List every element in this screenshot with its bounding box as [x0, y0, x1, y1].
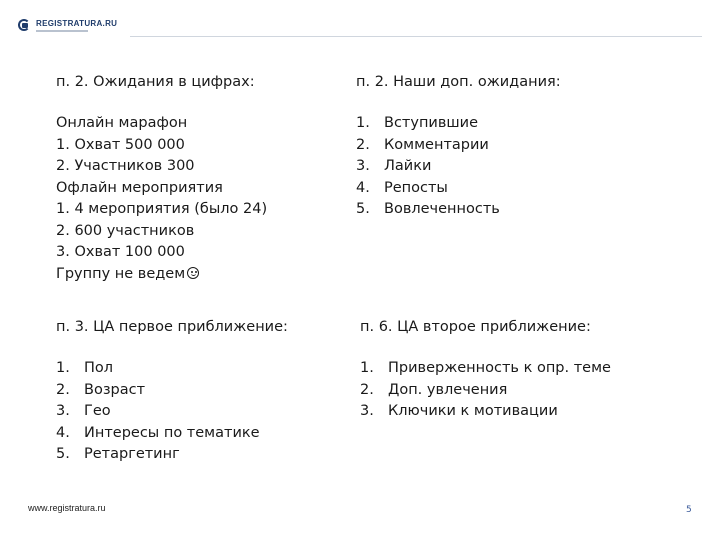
expectations-numbers-heading: п. 2. Ожидания в цифрах:	[56, 74, 255, 90]
smiley-icon	[187, 267, 199, 279]
list-text: Доп. увлечения	[388, 381, 508, 398]
logo-icon	[18, 18, 32, 32]
list-text: Приверженность к опр. теме	[388, 360, 611, 376]
list-item	[56, 423, 260, 445]
audience-first-list	[56, 358, 260, 466]
list-text: Ретаргетинг	[84, 446, 180, 462]
list-text: Гео	[84, 403, 111, 419]
audience-second-heading: п. 6. ЦА второе приближение:	[360, 319, 591, 335]
list-item	[56, 358, 260, 380]
list-number: 3.	[356, 158, 370, 174]
company-logo	[18, 18, 117, 32]
audience-second-list	[360, 358, 611, 423]
list-item	[356, 199, 500, 221]
list-number: 5.	[356, 201, 370, 217]
list-item	[356, 135, 500, 157]
footer-url[interactable]: www.registratura.ru	[28, 503, 106, 513]
list-item	[356, 156, 500, 178]
list-number: 4.	[356, 179, 370, 196]
list-number: 5.	[56, 446, 70, 462]
text-line: 2. Участников 300	[56, 158, 195, 174]
logo-tagline-bar	[36, 30, 88, 32]
list-item	[56, 401, 260, 423]
additional-expectations-list	[356, 113, 500, 221]
list-text: Репосты	[384, 179, 448, 196]
list-text: Возраст	[84, 381, 146, 398]
list-item	[360, 380, 611, 402]
logo-name: REGISTRATURA.RU	[36, 18, 118, 28]
text-line: Офлайн мероприятия	[56, 179, 223, 196]
list-number: 2.	[56, 381, 70, 398]
list-text: Лайки	[384, 158, 432, 174]
header-divider	[130, 36, 702, 37]
list-number: 3.	[56, 403, 70, 419]
list-number: 1.	[56, 360, 70, 376]
additional-expectations-heading: п. 2. Наши доп. ожидания:	[356, 74, 561, 90]
list-item	[56, 380, 260, 402]
list-number: 4.	[56, 424, 70, 441]
list-number: 2.	[360, 381, 374, 398]
text-line: 1. 4 мероприятия (было 24)	[56, 201, 268, 217]
list-text: Интересы по тематике	[84, 424, 260, 441]
list-number: 1.	[360, 360, 374, 376]
list-item	[356, 113, 500, 135]
list-item	[356, 178, 500, 200]
list-number: 3.	[360, 403, 374, 419]
text-line: 2. 600 участников	[56, 222, 195, 239]
text-line: Онлайн марафон	[56, 115, 188, 131]
list-text: Вступившие	[384, 115, 479, 131]
text-line-with-smiley	[56, 264, 267, 286]
text-line: 1. Охват 500 000	[56, 136, 185, 153]
text-line: 3. Охват 100 000	[56, 244, 185, 260]
list-number: 2.	[356, 136, 370, 153]
list-text: Вовлеченность	[384, 201, 500, 217]
page-number: 5	[686, 505, 692, 515]
list-item	[360, 358, 611, 380]
text-line: Группу не ведем	[56, 265, 186, 282]
audience-first-heading: п. 3. ЦА первое приближение:	[56, 319, 288, 335]
list-number: 1.	[356, 115, 370, 131]
expectations-numbers-body	[56, 113, 267, 285]
list-text: Ключики к мотивации	[388, 403, 558, 419]
list-text: Комментарии	[384, 136, 489, 153]
list-item	[56, 444, 260, 466]
list-text: Пол	[84, 360, 114, 376]
list-item	[360, 401, 611, 423]
